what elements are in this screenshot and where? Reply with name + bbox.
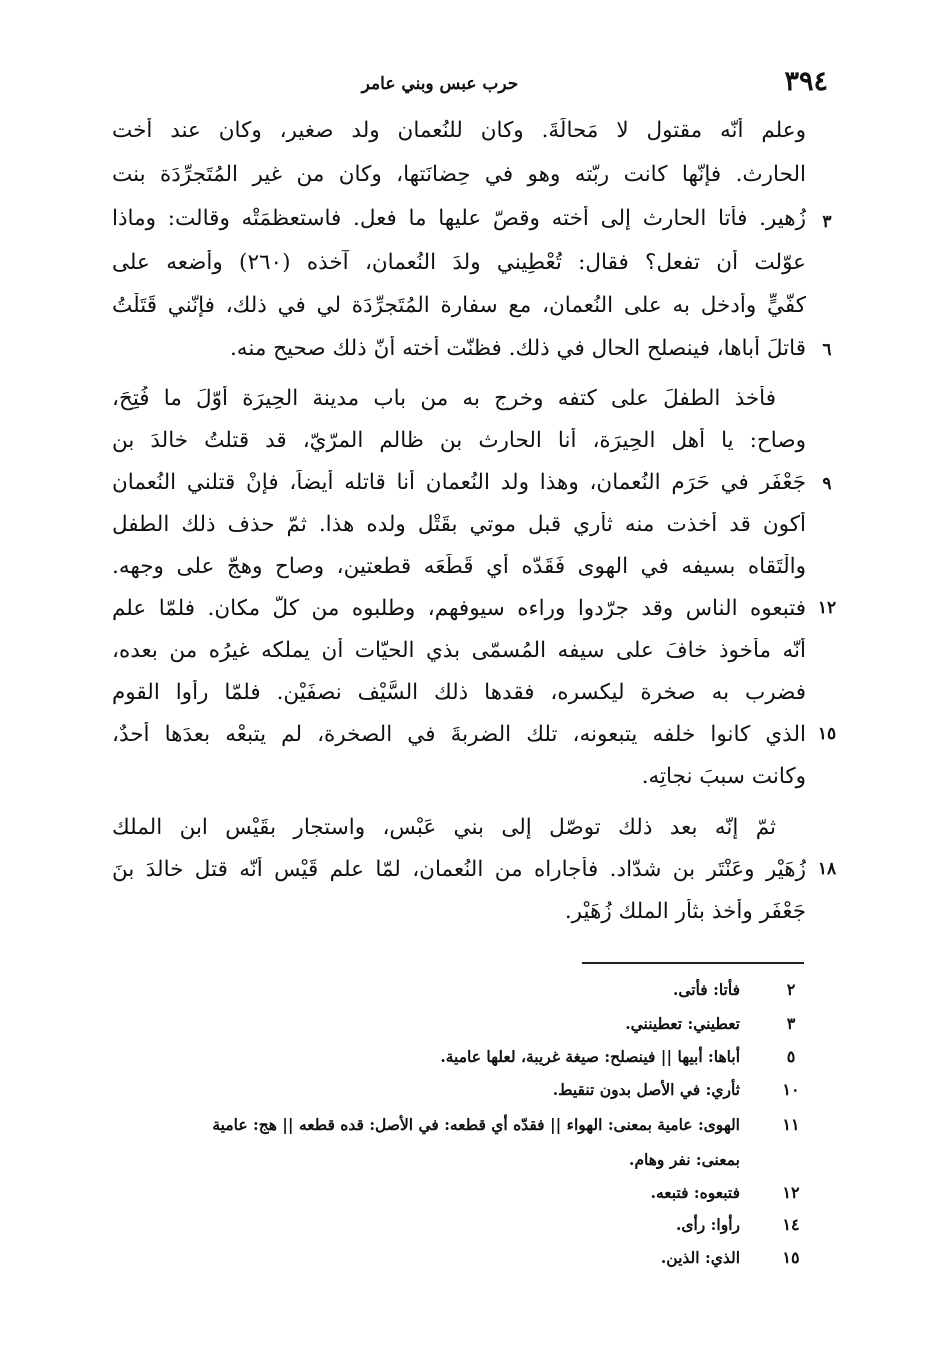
footnote-number: ٣ — [786, 1014, 796, 1033]
footnote-separator — [582, 962, 804, 964]
footnote-text: الهوى: عامية بمعنى: الهواء || فقدّه أي قطعه: في الأصل: قده قطعه || هج: عامية — [212, 1115, 740, 1134]
footnote-text: تعطيني: تعطينني. — [625, 1014, 740, 1033]
footnote-number: ١٠ — [782, 1080, 800, 1099]
body-line: وصاح: يا أهل الحِيرَة، أنا الحارث بن ظالم المرّيّ، قد قتلتُ خالدَ بن — [112, 428, 806, 453]
footnote-number: ١٥ — [782, 1248, 800, 1267]
line-number: ٦ — [822, 340, 832, 360]
body-line: أنّه مأخوذ خافَ على سيفه المُسمّى بذي الحيّات أن يملكه غيرُه من بعده، — [112, 638, 806, 663]
body-line: كفّيٍّ وأدخل به على النُعمان، مع سفارة المُتَجرِّدَة لي في ذلك، فإنّني قَتَلْتُ — [112, 293, 806, 318]
footnote-text-continuation: بمعنى: نفر وهام. — [629, 1150, 740, 1169]
page-number: ٣٩٤ — [784, 66, 828, 97]
body-line: الحارث. فإنّها كانت ربّته وهو في حِضانَتها، وكان من غير المُتَجرِّدَة بنت — [112, 162, 806, 187]
body-line: قاتلَ أباها، فينصلح الحال في ذلك. فظنّت أخته أنّ ذلك صحيح منه. — [229, 336, 806, 361]
body-line: الذي كانوا خلفه يتبعونه، تلك الضربةَ في الصخرة، لم يتبعْه بعدَها أحدٌ، — [112, 722, 806, 747]
line-number: ٣ — [822, 212, 832, 232]
footnote-number: ١١ — [782, 1115, 800, 1134]
line-number: ٩ — [822, 474, 832, 494]
footnote-number: ١٢ — [782, 1183, 800, 1202]
body-line: أكون قد أخذت منه ثأري قبل موتي بقَتْل ولده هذا. ثمّ حذف ذلك الطفل — [112, 512, 806, 537]
footnote-text: فأتا: فأتى. — [672, 980, 740, 999]
footnote-text: رأوا: رأى. — [675, 1215, 740, 1234]
body-line: والْتَقاه بسيفه في الهوى فَقَدّه أي قَطَعَه قطعتين، وصاح وهجّ على وجهه. — [112, 554, 806, 579]
footnote-text: أباها: أبيها || فينصلح: صيغة غريبة، لعلها عامية. — [440, 1047, 740, 1066]
running-head: حرب عبس وبني عامر — [361, 74, 519, 94]
body-line: فأخذ الطفلَ على كتفه وخرج به من باب مدينة الحِيرَة أوّلَ ما فُتِحَ، — [112, 386, 776, 411]
line-number: ١٢ — [817, 598, 837, 618]
body-line: عوّلت أن تفعل؟ فقال: تُعْطِيني ولدَ النُعمان، آخذه (٢٦٠) وأضعه على — [112, 250, 806, 275]
line-number: ١٥ — [817, 724, 837, 744]
line-number: ١٨ — [817, 859, 837, 879]
body-line: زُهير. فأتا الحارث إلى أخته وقصّ عليها ما فعل. فاستعظمَتْه وقالت: وماذا — [112, 206, 806, 231]
footnote-text: الذي: الذين. — [660, 1248, 740, 1267]
body-line: جَعْفَر في حَرَم النُعمان، وهذا ولد النُعمان أنا قاتله أيضاً، فإنْ قتلني النُعمان — [112, 470, 806, 495]
body-line: جَعْفَر وأخذ بثأر الملك زُهَيْر. — [564, 899, 806, 924]
footnote-text: فتبعوه: فتبعه. — [650, 1183, 740, 1202]
footnote-number: ٢ — [786, 980, 796, 999]
footnote-text: ثأري: في الأصل بدون تنقيط. — [552, 1080, 740, 1099]
body-line: وعلم أنّه مقتول لا مَحالَةَ. وكان للنُعمان ولد صغير، وكان عند أخت — [112, 118, 806, 143]
body-line: فضرب به صخرة ليكسره، فقدها ذلك السَّيْف نصفَيْن. فلمّا رأوا القوم — [112, 680, 806, 705]
body-line: فتبعوه الناس وقد جرّدوا وراءه سيوفهم، وطلبوه من كلّ مكان. فلمّا علم — [112, 596, 806, 621]
body-line: زُهَيْر وعَنْتَر بن شدّاد. فأجاراه من النُعمان، لمّا علم قَيْس أنّه قتل خالدَ بنَ — [112, 857, 806, 882]
footnote-number: ٥ — [786, 1047, 796, 1066]
body-line: وكانت سببَ نجاتِه. — [641, 764, 806, 789]
body-line: ثمّ إنّه بعد ذلك توصّل إلى بني عَبْس، واستجار بقَيْس ابن الملك — [112, 815, 776, 840]
footnote-number: ١٤ — [782, 1215, 800, 1234]
